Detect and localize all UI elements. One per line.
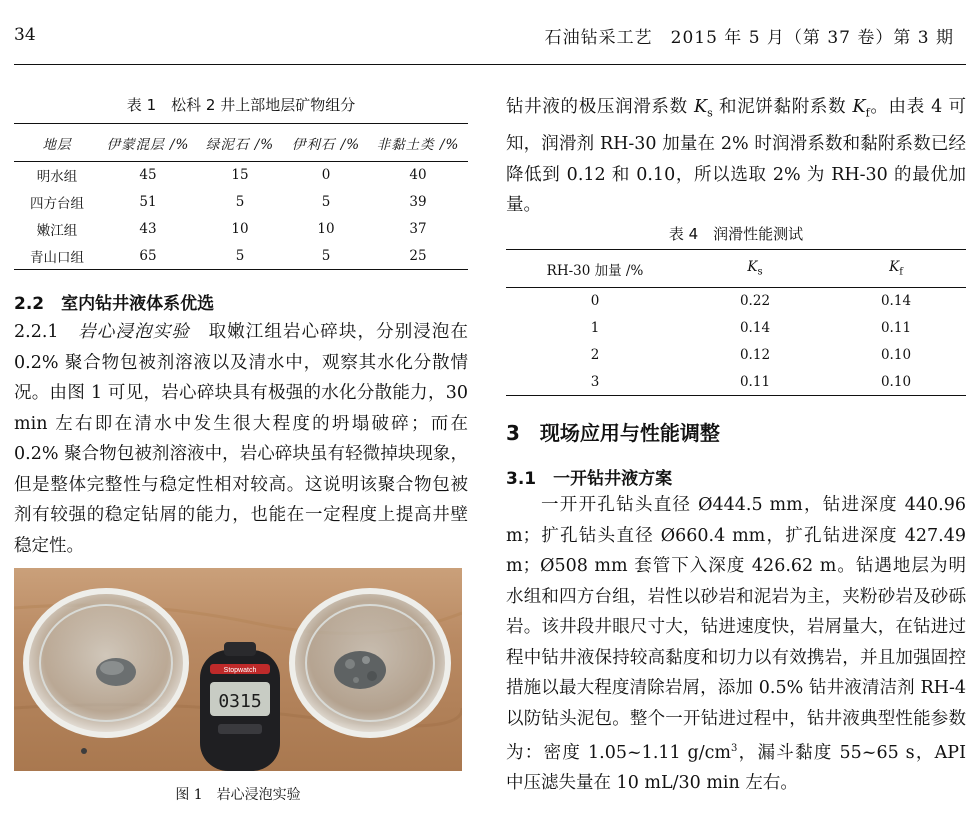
- table1-header-cell: 地层: [42, 136, 72, 153]
- table-row: [14, 189, 468, 216]
- table-row: [14, 162, 468, 189]
- figure1-photo: [14, 568, 462, 771]
- table1-cell: 5: [235, 194, 245, 210]
- text-run: 钻井液的极压润滑系数: [506, 97, 695, 117]
- table1-cell: 明水组: [36, 169, 78, 186]
- stopwatch: [200, 642, 280, 771]
- subsection-number: 2.2.1: [14, 322, 59, 342]
- header-symbol-sub: s: [757, 266, 763, 278]
- table1-caption: 表 1 松科 2 井上部地层矿物组分: [126, 96, 356, 114]
- table-row: [506, 369, 966, 396]
- table1-cell: 青山口组: [30, 249, 84, 266]
- table4-header-row: [506, 250, 966, 288]
- stopwatch-reading: 0315: [218, 691, 262, 712]
- section-2-2-heading: 2.2 室内钻井液体系优选: [14, 294, 215, 314]
- paragraph-text: ，漏斗黏度 55~65 s，API 中压滤失量在 10 mL/30 min 左右。: [506, 742, 966, 794]
- figure1-illustration: [14, 568, 462, 771]
- section-3-1-heading: 3.1 一开钻井液方案: [506, 469, 673, 489]
- table1-cell: 5: [321, 247, 331, 264]
- symbol-ks-sub: s: [707, 106, 713, 120]
- table1-cell: 0: [321, 167, 331, 184]
- table1-cell: 40: [409, 167, 427, 184]
- table4-cell: 3: [590, 373, 600, 390]
- table-row: [506, 288, 966, 315]
- table1-cell: 15: [231, 167, 249, 184]
- page-header: [0, 0, 980, 66]
- table1-header-row: [14, 124, 468, 162]
- table4-cell: 0.12: [739, 347, 771, 363]
- subsection-title: 岩心浸泡实验: [78, 322, 190, 342]
- table4-header-cell: [826, 250, 966, 288]
- table1-header-cell: 绿泥石 /%: [205, 136, 275, 153]
- table1-header-cell: 非黏土类 /%: [376, 136, 460, 153]
- table-row: [14, 243, 468, 270]
- section-2-2-1-paragraph: [14, 317, 468, 561]
- table4-cell: 1: [590, 320, 600, 336]
- table4-cell: 0.14: [880, 293, 912, 310]
- symbol-kf-sub: f: [865, 106, 870, 120]
- table4-cell: 0.14: [739, 320, 771, 336]
- table1-cell: 37: [409, 221, 427, 237]
- right-paragraph-lubrication: [506, 92, 966, 221]
- table4: [506, 249, 966, 396]
- table1-cell: 嫩江组: [36, 223, 78, 239]
- superscript: 3: [731, 743, 738, 754]
- paragraph-text: 一开开孔钻头直径 Ø444.5 mm，钻进深度 440.96 m；扩孔钻头直径 Ø660.4 mm，扩孔钻进深度 427.49 m；Ø508 mm 套管下入深度 426.62 m。钻遇地层为明水组和四方台组，岩性以砂岩和泥岩为主，夹粉砂岩及砂砾岩。该井段井眼尺寸大，钻进速度快，岩屑量大，在钻进过程中钻井液保持较高黏度和切力以有效携岩，并且加强固控措施以最大程度清除岩屑，添加 0.5% 钻井液清洁剂 RH-4 以防钻头泥包。整个一开钻进过程中，钻井液典型性能参数为：密度 1.05~1.11 g/cm: [506, 495, 966, 763]
- table4-cell: 0.11: [880, 320, 912, 336]
- symbol-ks: K: [694, 97, 708, 117]
- table1-cell: 45: [139, 167, 157, 184]
- header-symbol: K: [889, 259, 900, 276]
- table1-cell: 39: [409, 194, 427, 210]
- table1-cell: 10: [317, 221, 335, 237]
- table-row: [506, 342, 966, 369]
- table1-header-cell: 伊利石 /%: [291, 136, 361, 153]
- table-row: [506, 315, 966, 342]
- table1-cell: 5: [321, 194, 331, 210]
- table4-caption: 表 4 润滑性能测试: [668, 225, 804, 243]
- table1-cell: 10: [231, 221, 249, 237]
- table-row: [14, 216, 468, 243]
- table1-cell: 25: [409, 247, 427, 264]
- journal-title: 石油钻采工艺 2015 年 5 月（第 37 卷）第 3 期: [544, 28, 954, 48]
- table1-cell: 65: [139, 247, 157, 264]
- symbol-kf: K: [852, 97, 866, 117]
- table1-cell: 5: [235, 247, 245, 264]
- header-symbol: K: [747, 259, 758, 276]
- section-3-heading: 3 现场应用与性能调整: [506, 421, 720, 445]
- text-run: 和泥饼黏附系数: [712, 97, 853, 117]
- table4-cell: 0.10: [880, 347, 912, 363]
- figure1-caption: 图 1 岩心浸泡实验: [175, 787, 301, 803]
- header-rule: [14, 64, 966, 65]
- table1: [14, 123, 468, 270]
- table4-cell: 0.11: [739, 373, 771, 390]
- table4-cell: 0.22: [739, 293, 771, 310]
- table1-cell: 43: [139, 221, 157, 237]
- table4-cell: 0.10: [880, 373, 912, 390]
- table4-header-cell: RH-30 加量 /%: [546, 262, 644, 279]
- table4-cell: 2: [590, 347, 600, 363]
- page-number: 34: [14, 25, 36, 45]
- core-fragment-right: [334, 651, 386, 689]
- text-run: 。由表 4 可知，润滑剂 RH-30 加量在 2% 时润滑系数和黏附系数已经降低到 0.12 和 0.10，所以选取 2% 为 RH-30 的最优加量。: [506, 97, 967, 215]
- table1-header-cell: 伊蒙混层 /%: [106, 136, 190, 153]
- table1-cell: 四方台组: [30, 196, 84, 212]
- table4-cell: 0: [590, 293, 600, 310]
- paragraph-text: 取嫩江组岩心碎块，分别浸泡在 0.2% 聚合物包被剂溶液以及清水中，观察其水化分散情况。由图 1 可见，岩心碎块具有极强的水化分散能力，30 min 左右即在清水中发生很大程度的坍塌破碎；而在 0.2% 聚合物包被剂溶液中，岩心碎块虽有轻微掉块现象，但是整体完整性与稳定性相对较高。这说明该聚合物包被剂有较强的稳定钻屑的能力，也能在一定程度上提高井壁稳定性。: [14, 322, 469, 556]
- section-3-1-paragraph: [506, 490, 966, 799]
- header-symbol-sub: f: [899, 266, 903, 278]
- table4-header-cell: [684, 250, 826, 288]
- stopwatch-brand: Stopwatch: [223, 667, 257, 674]
- table1-cell: 51: [139, 194, 157, 210]
